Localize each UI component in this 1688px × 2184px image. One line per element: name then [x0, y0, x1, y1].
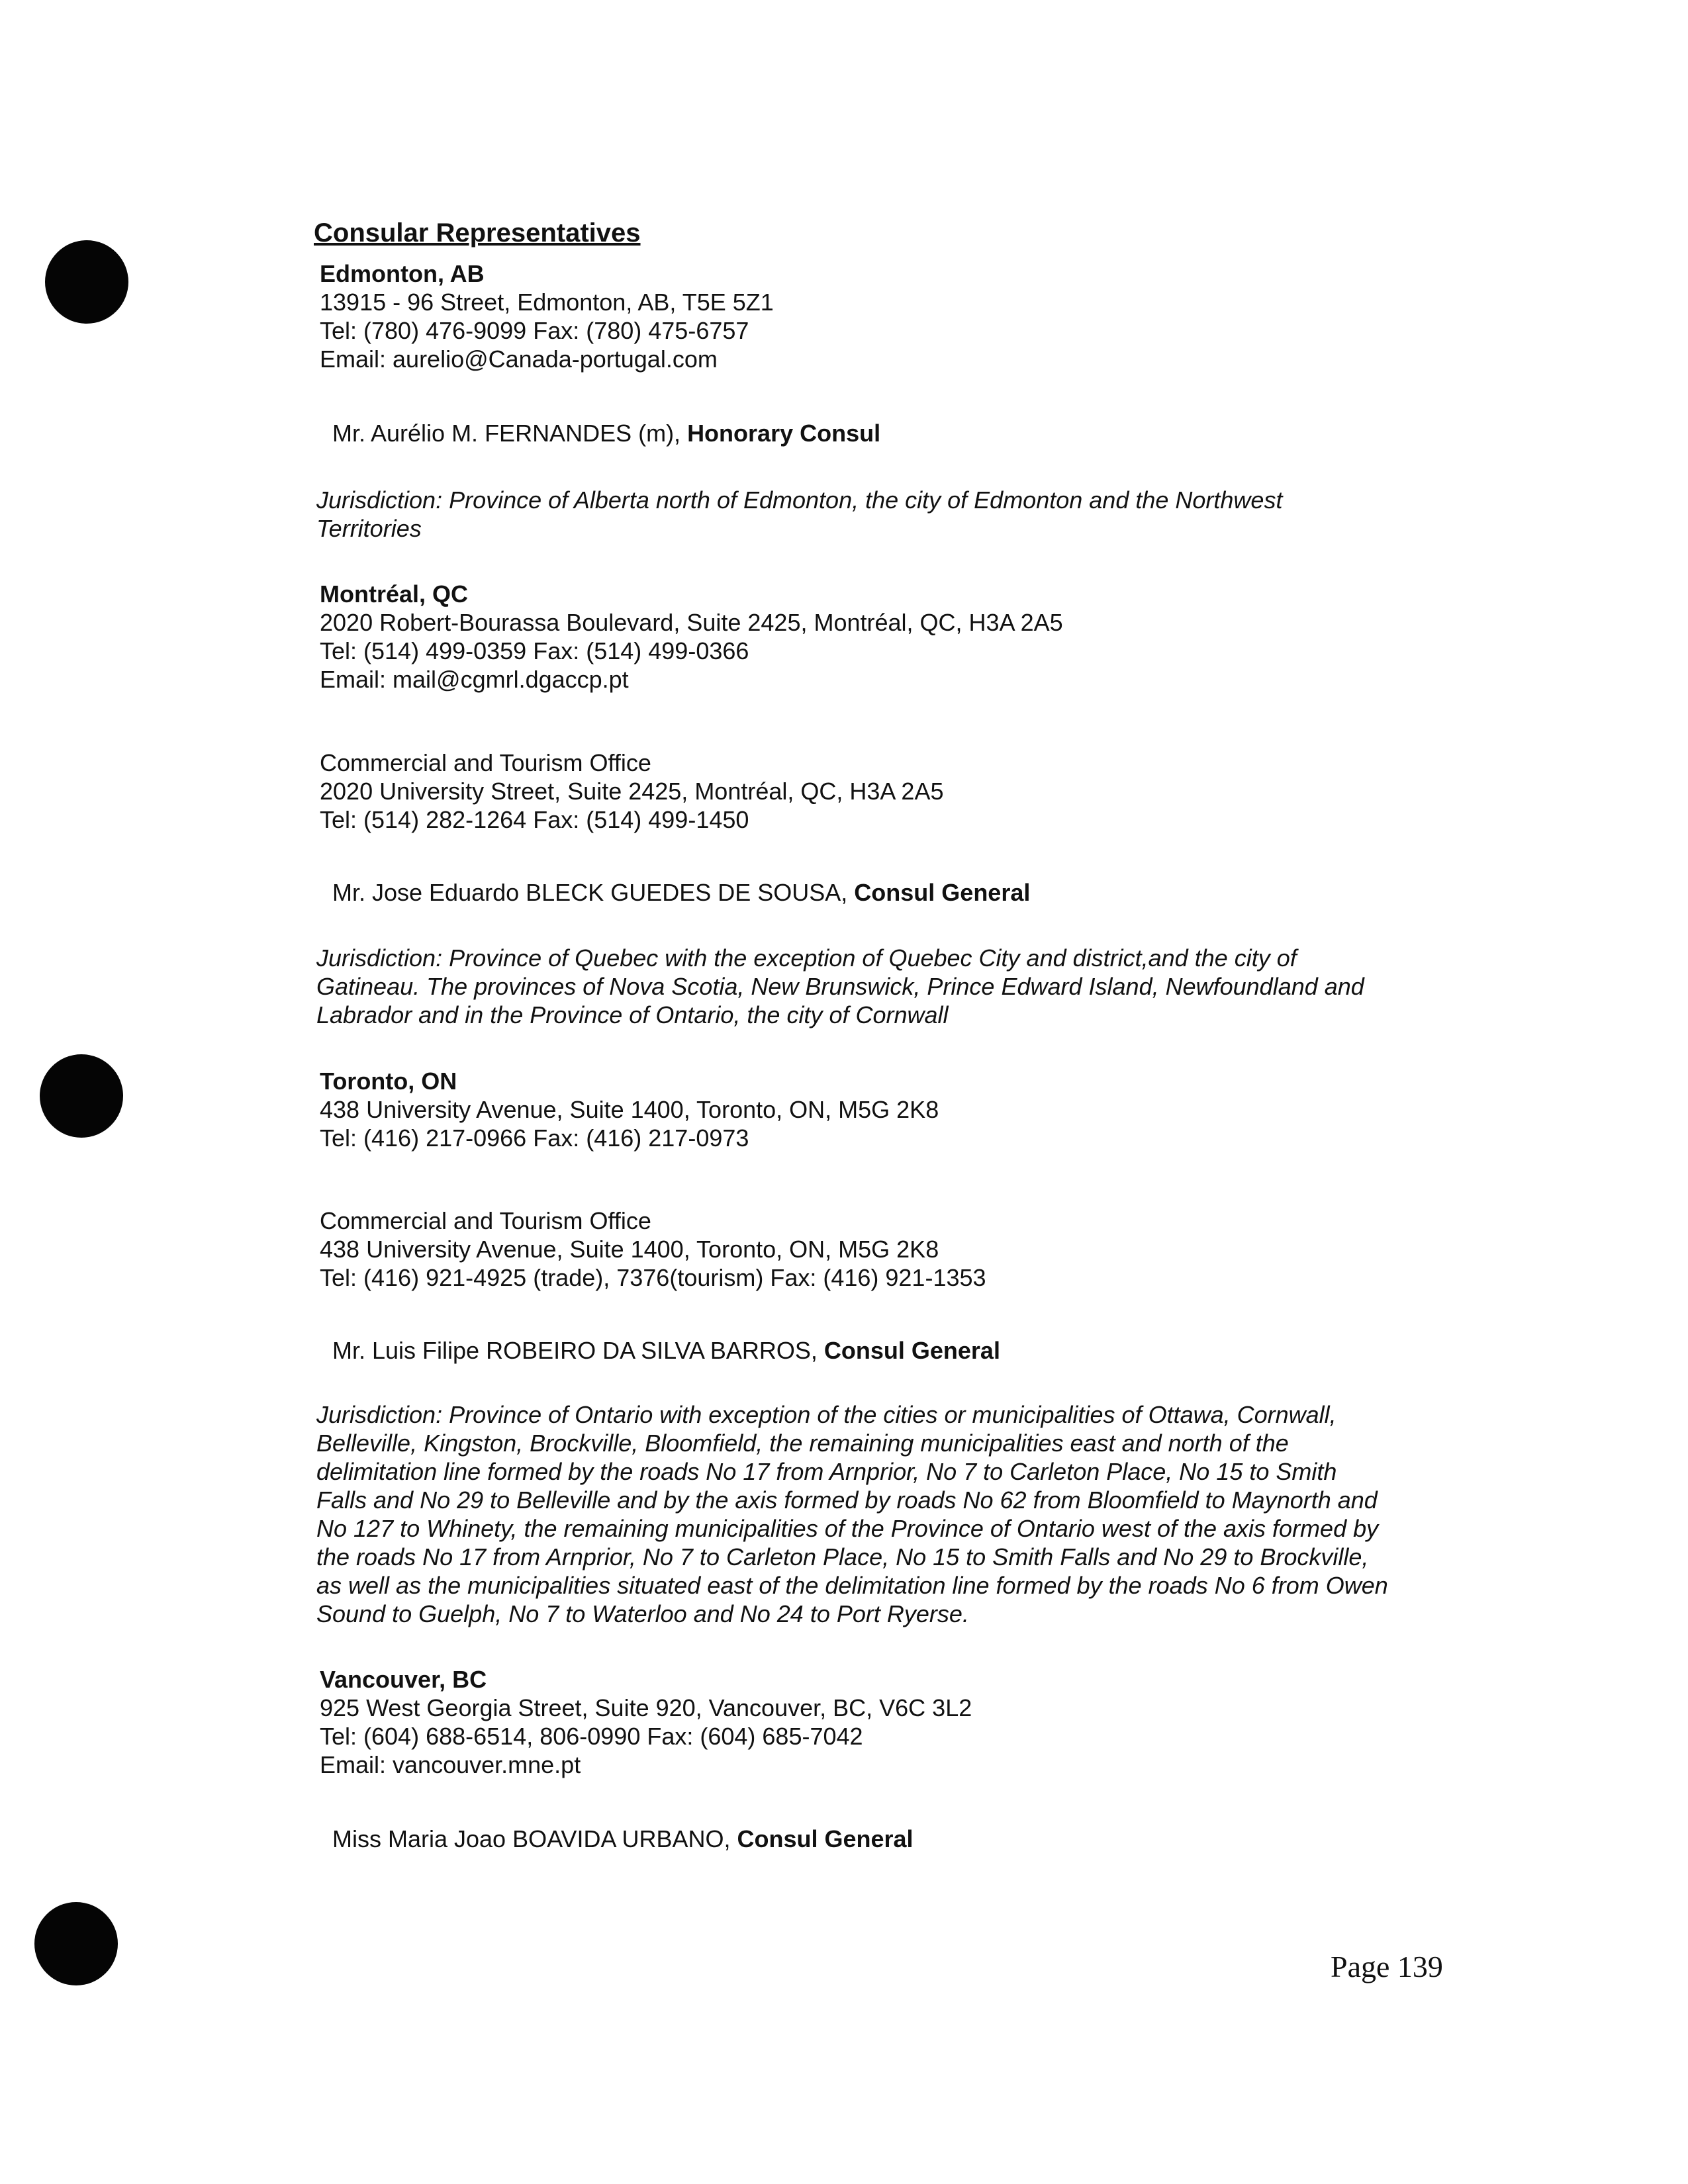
city-heading: Toronto, ON — [320, 1068, 457, 1095]
office-name: Commercial and Tourism Office — [320, 1207, 651, 1234]
city-heading: Edmonton, AB — [320, 260, 485, 287]
address: 438 University Avenue, Suite 1400, Toronto, ON, M5G 2K8 — [320, 1096, 939, 1123]
office-phone-fax: Tel: (514) 282-1264 Fax: (514) 499-1450 — [320, 806, 749, 833]
address: 925 West Georgia Street, Suite 920, Vancouver, BC, V6C 3L2 — [320, 1694, 972, 1721]
montreal-office — [320, 749, 944, 834]
city-heading: Montréal, QC — [320, 580, 469, 608]
vancouver-representative — [332, 1825, 914, 1853]
city-heading: Vancouver, BC — [320, 1666, 487, 1693]
montreal-contact — [320, 580, 1063, 694]
phone-fax: Tel: (416) 217-0966 Fax: (416) 217-0973 — [320, 1124, 749, 1152]
representative-title: Consul General — [823, 1337, 1000, 1364]
representative-name: Mr. Aurélio M. FERNANDES (m), — [332, 420, 688, 447]
edmonton-contact — [320, 259, 774, 373]
representative-name: Mr. Jose Eduardo BLECK GUEDES DE SOUSA, — [332, 879, 855, 906]
montreal-jurisdiction: Jurisdiction: Province of Quebec with the exception of Quebec City and district,and the city of Gatineau. The provinces of Nova Scotia, New Brunswick, Prince Edward Island, Newfoundland and Labrador and in the Province of Ontario, the city of Cornwall — [316, 944, 1364, 1028]
toronto-office — [320, 1206, 986, 1292]
vancouver-contact — [320, 1665, 972, 1779]
montreal-representative — [332, 879, 1030, 907]
toronto-contact — [320, 1067, 939, 1152]
representative-title: Honorary Consul — [687, 420, 881, 447]
email: Email: vancouver.mne.pt — [320, 1751, 581, 1778]
representative-title: Consul General — [854, 879, 1031, 906]
email: Email: aurelio@Canada-portugal.com — [320, 345, 718, 373]
edmonton-jurisdiction: Jurisdiction: Province of Alberta north of Edmonton, the city of Edmonton and the Northwest Territories — [316, 486, 1283, 542]
section-title: Consular Representatives — [314, 218, 641, 248]
toronto-jurisdiction: Jurisdiction: Province of Ontario with exception of the cities or municipalities of Ottawa, Cornwall, Belleville, Kingston, Brockville, Bloomfield, the remaining municipalities east and north of the delimitation line formed by the roads No 17 from Arnprior, No 7 to Carleton Place, No 15 to Smith Falls and No 29 to Belleville and by the axis formed by roads No 62 from Bloomfield to Maynorth and No 127 to Whinety, the remaining municipalities of the Province of Ontario west of the axis formed by the roads No 17 from Arnprior, No 7 to Carleton Place, No 15 to Smith Falls and No 29 to Brockville, as well as the municipalities situated east of the delimitation line formed by the roads No 6 from Owen Sound to Guelph, No 7 to Waterloo and No 24 to Port Ryerse. — [316, 1401, 1388, 1627]
office-address: 2020 University Street, Suite 2425, Montréal, QC, H3A 2A5 — [320, 778, 944, 805]
page-number: Page 139 — [1331, 1950, 1443, 1983]
representative-name: Miss Maria Joao BOAVIDA URBANO, — [332, 1825, 737, 1852]
punch-hole — [40, 1054, 123, 1138]
address: 13915 - 96 Street, Edmonton, AB, T5E 5Z1 — [320, 289, 774, 316]
representative-name: Mr. Luis Filipe ROBEIRO DA SILVA BARROS, — [332, 1337, 824, 1364]
punch-hole — [34, 1902, 118, 1985]
phone-fax: Tel: (780) 476-9099 Fax: (780) 475-6757 — [320, 317, 749, 344]
toronto-representative — [332, 1337, 1000, 1365]
office-name: Commercial and Tourism Office — [320, 749, 651, 776]
phone-fax: Tel: (604) 688-6514, 806-0990 Fax: (604) 685-7042 — [320, 1723, 863, 1750]
phone-fax: Tel: (514) 499-0359 Fax: (514) 499-0366 — [320, 637, 749, 664]
address: 2020 Robert-Bourassa Boulevard, Suite 2425, Montréal, QC, H3A 2A5 — [320, 609, 1063, 636]
representative-title: Consul General — [737, 1825, 914, 1852]
punch-hole — [45, 240, 128, 324]
edmonton-representative — [332, 420, 880, 447]
email: Email: mail@cgmrl.dgaccp.pt — [320, 666, 629, 693]
office-address: 438 University Avenue, Suite 1400, Toronto, ON, M5G 2K8 — [320, 1236, 939, 1263]
office-phone-fax: Tel: (416) 921-4925 (trade), 7376(tourism) Fax: (416) 921-1353 — [320, 1264, 986, 1291]
